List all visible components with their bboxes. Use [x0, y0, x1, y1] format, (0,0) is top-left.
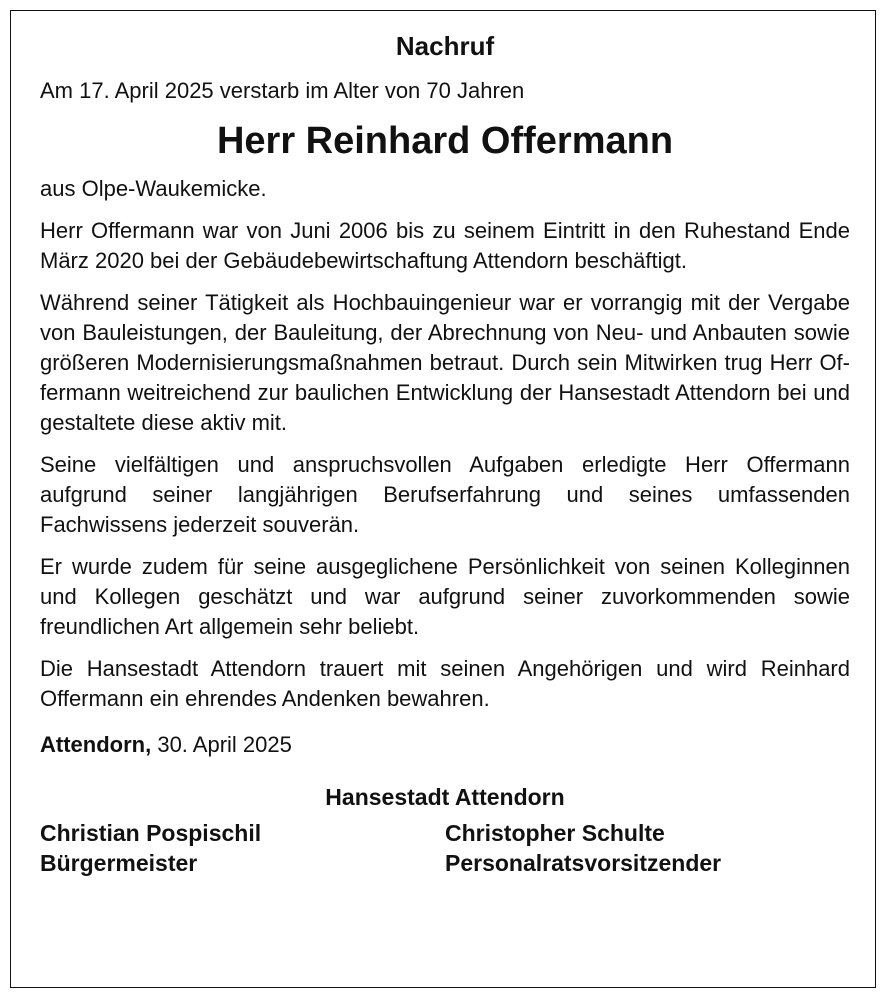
obituary-notice — [40, 30, 850, 878]
dateline-place: Attendorn, — [40, 732, 152, 757]
paragraph-tasks: Seine vielfältigen und anspruchsvollen Aufgaben erledigte Herr Offermann aufgrund seiner langjährigen Berufserfahrung und seines umfassenden Fachwissens jederzeit souverän. — [40, 452, 850, 537]
signer-role: Bürgermeister — [40, 850, 198, 876]
signer-name: Christopher Schulte — [445, 820, 665, 846]
dateline-date: 30. April 2025 — [157, 732, 292, 757]
organization-name: Hansestadt Attendorn — [325, 784, 565, 810]
paragraph-activity: Während seiner Tätigkeit als Hochbauingenieur war er vorrangig mit der Vergabe von Bauleistungen, der Bauleitung, der Abrechnung von Neu- und Anbauten sowie größeren Modernisierungsmaßnahmen betraut. Durch sein Mitwirken trug Herr Of-fermann weitreichend zur baulichen Entwicklung der Hansestadt Attendorn bei und gestaltete diese aktiv mit. — [40, 290, 850, 435]
deceased-name: Herr Reinhard Offermann — [216, 120, 674, 162]
signer-name: Christian Pospischil — [40, 820, 262, 846]
dateline — [40, 730, 850, 760]
signer-mayor — [40, 818, 445, 878]
paragraph-personality: Er wurde zudem für seine ausgeglichene Persönlichkeit von seinen Kolleginnen und Kollegen geschätzt und war aufgrund seiner zuvorkommenden sowie freundlichen Art allgemein sehr beliebt. — [40, 554, 850, 639]
signer-role: Personalratsvorsitzender — [445, 850, 722, 876]
paragraph-employment: Herr Offermann war von Juni 2006 bis zu seinem Eintritt in den Ruhestand Ende März 2020 bei der Gebäudebewirtschaftung Attendorn beschäftigt. — [40, 218, 850, 273]
paragraph-condolence: Die Hansestadt Attendorn trauert mit seinen Angehörigen und wird Reinhard Offermann ein ehrendes Andenken bewahren. — [40, 656, 850, 711]
signer-staff-council — [445, 818, 850, 878]
notice-lead-line: Am 17. April 2025 verstarb im Alter von 70 Jahren — [40, 78, 525, 103]
deceased-origin: aus Olpe-Waukemicke. — [40, 176, 267, 201]
signers — [40, 818, 850, 878]
notice-heading: Nachruf — [395, 31, 495, 61]
